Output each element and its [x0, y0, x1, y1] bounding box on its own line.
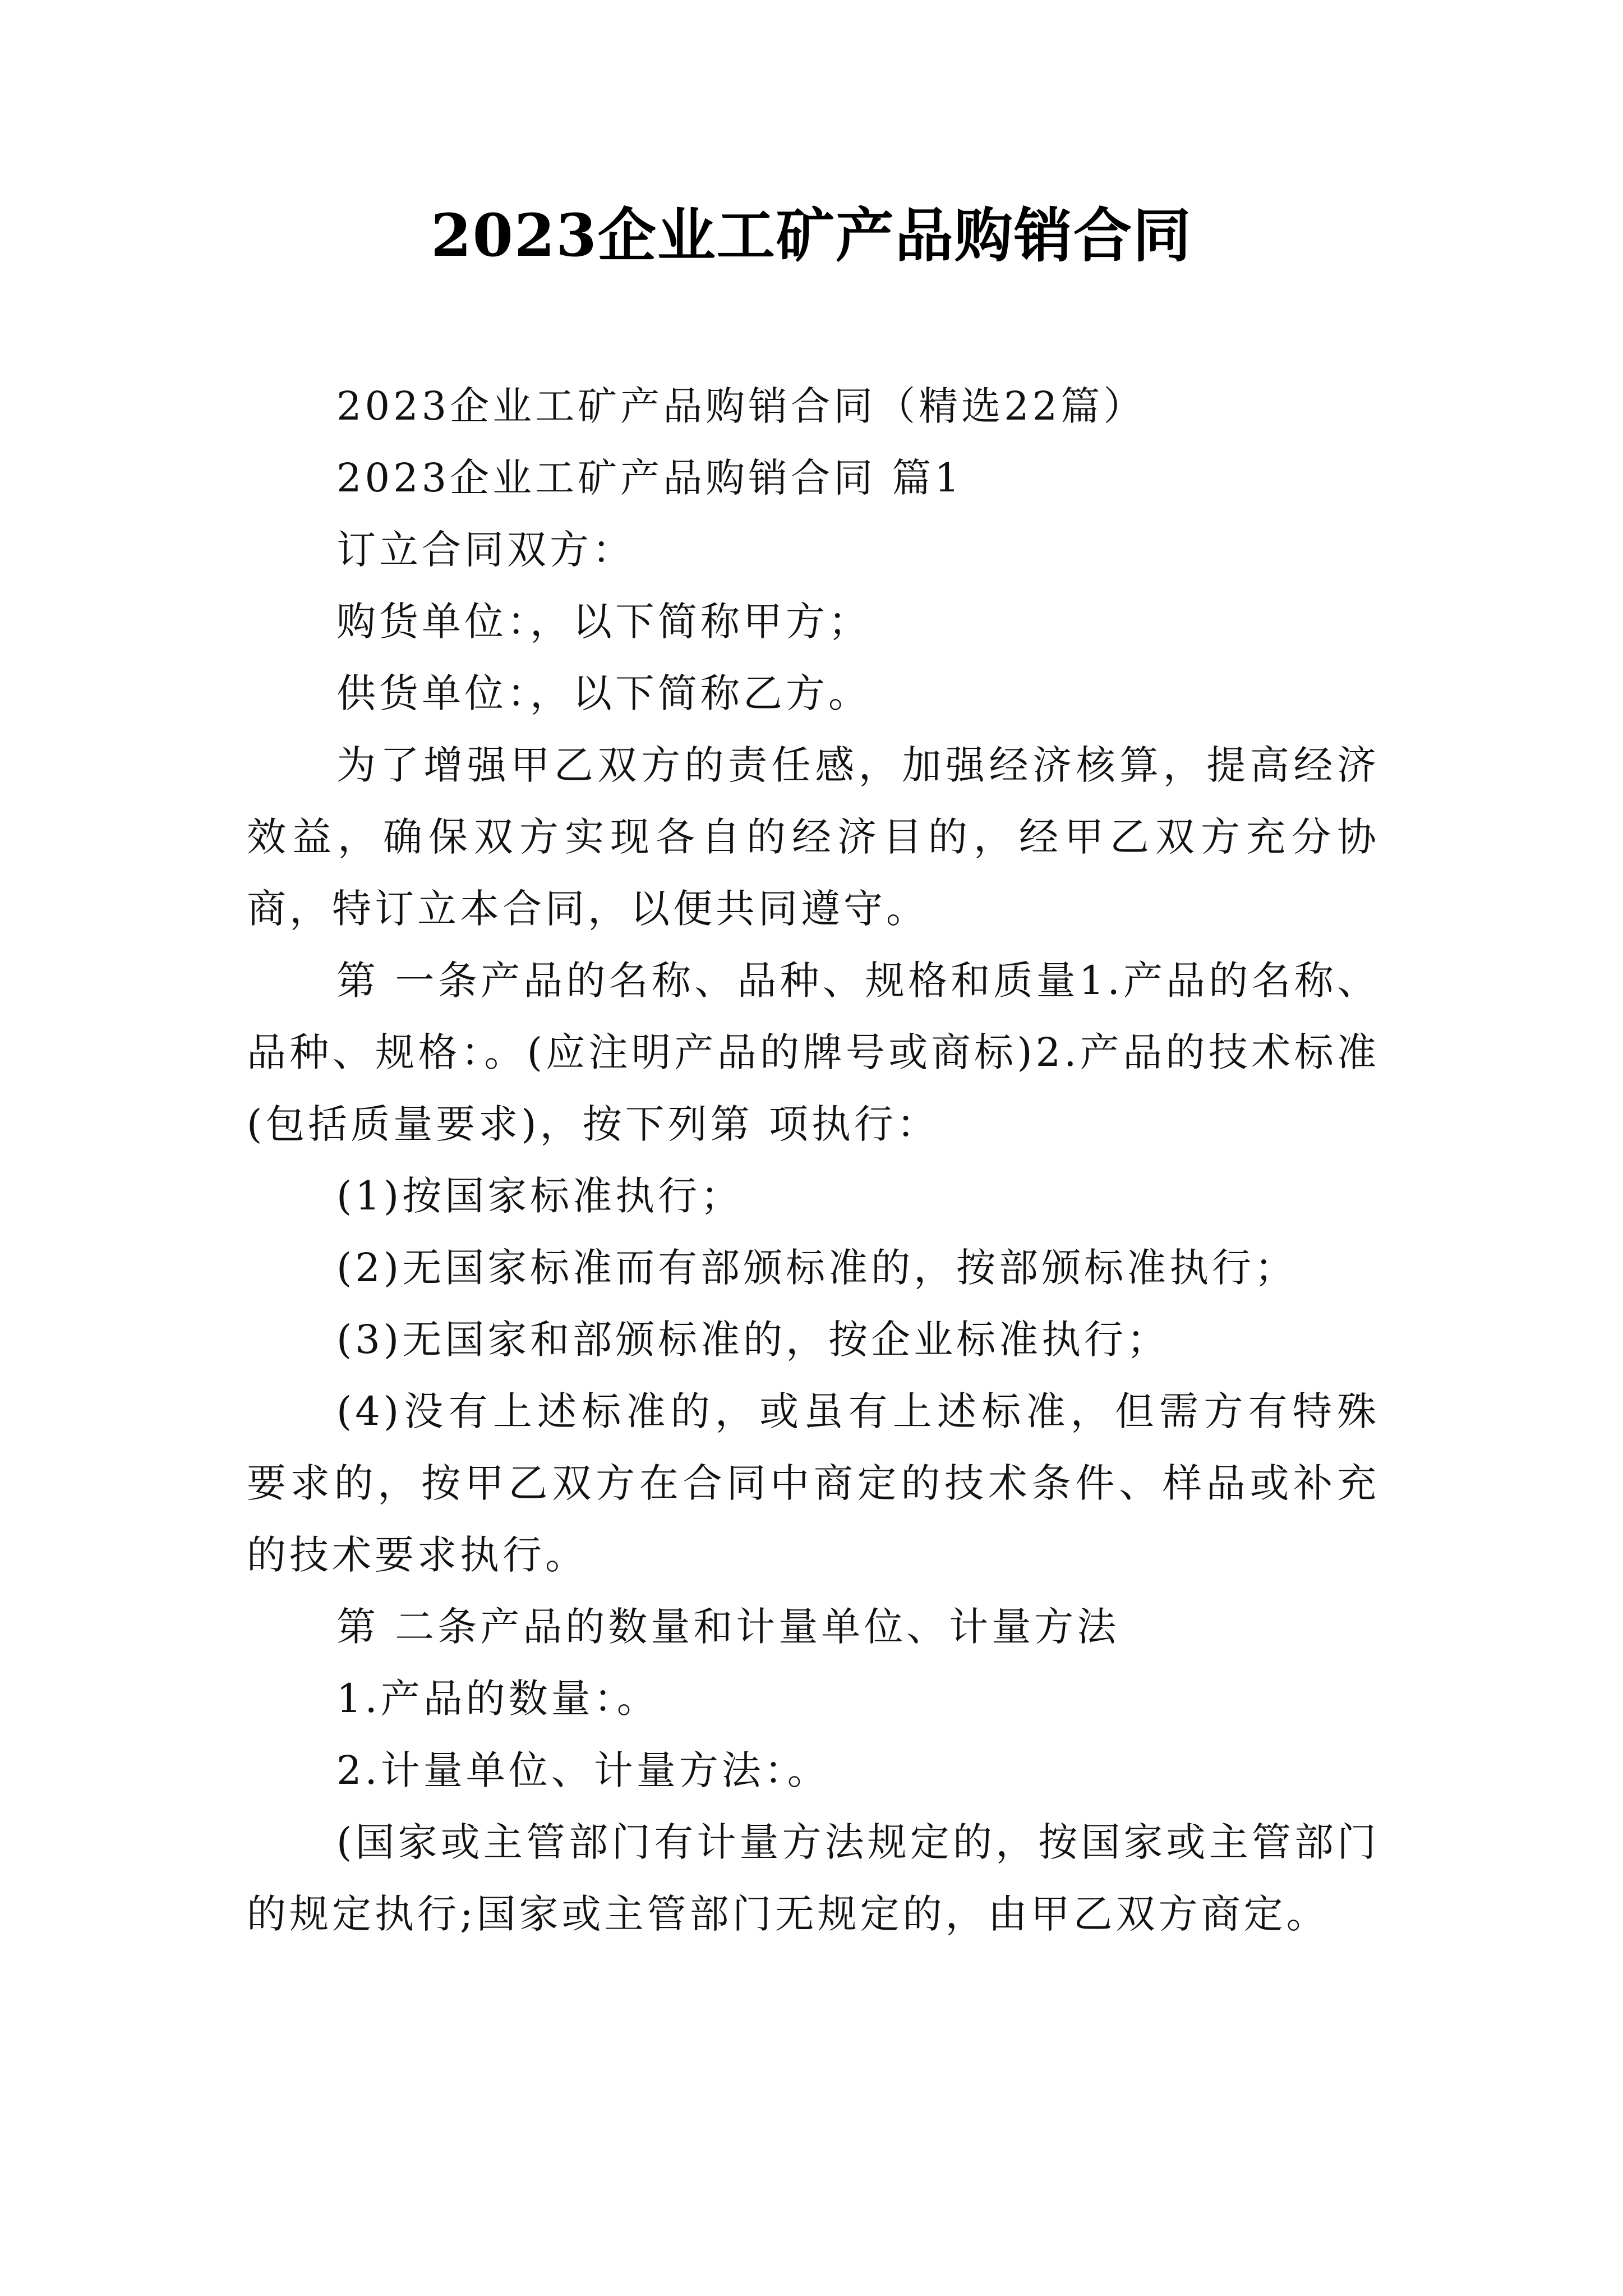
paragraph: 2.计量单位、计量方法：。	[336, 1747, 830, 1793]
paragraph: (1)按国家标准执行；	[336, 1173, 744, 1219]
paragraph: (2)无国家标准而有部颁标准的，按部颁标准执行；	[336, 1245, 1298, 1291]
paragraph: 1.产品的数量：。	[336, 1676, 660, 1722]
paragraph: 第 二条产品的数量和计量单位、计量方法	[336, 1604, 1120, 1650]
paragraph: 订立合同双方：	[336, 527, 635, 573]
paragraph: 2023企业工矿产品购销合同（精选22篇）	[336, 383, 1146, 429]
paragraph: 第 一条产品的名称、品种、规格和质量1.产品的名称、品种、规格：。(应注明产品的牌号或商标)2.产品的技术标准(包括质量要求)，按下列第 项执行：	[247, 958, 1380, 1147]
paragraph: (4)没有上述标准的，或虽有上述标准，但需方有特殊要求的，按甲乙双方在合同中商定的技术条件、样品或补充的技术要求执行。	[247, 1388, 1380, 1578]
paragraph: 购货单位：，以下简称甲方；	[336, 599, 871, 645]
paragraph: (3)无国家和部颁标准的，按企业标准执行；	[336, 1317, 1170, 1363]
paragraph: (国家或主管部门有计量方法规定的，按国家或主管部门的规定执行;国家或主管部门无规定的，由甲乙双方商定。	[247, 1819, 1380, 1937]
paragraph: 2023企业工矿产品购销合同 篇1	[336, 455, 963, 501]
document-body	[247, 370, 1380, 1950]
paragraph: 供货单位：，以下简称乙方。	[336, 670, 871, 716]
document-title: 2023企业工矿产品购销合同	[431, 201, 1192, 270]
paragraph: 为了增强甲乙双方的责任感，加强经济核算，提高经济效益，确保双方实现各自的经济目的，经甲乙双方充分协商，特订立本合同，以便共同遵守。	[247, 742, 1380, 932]
